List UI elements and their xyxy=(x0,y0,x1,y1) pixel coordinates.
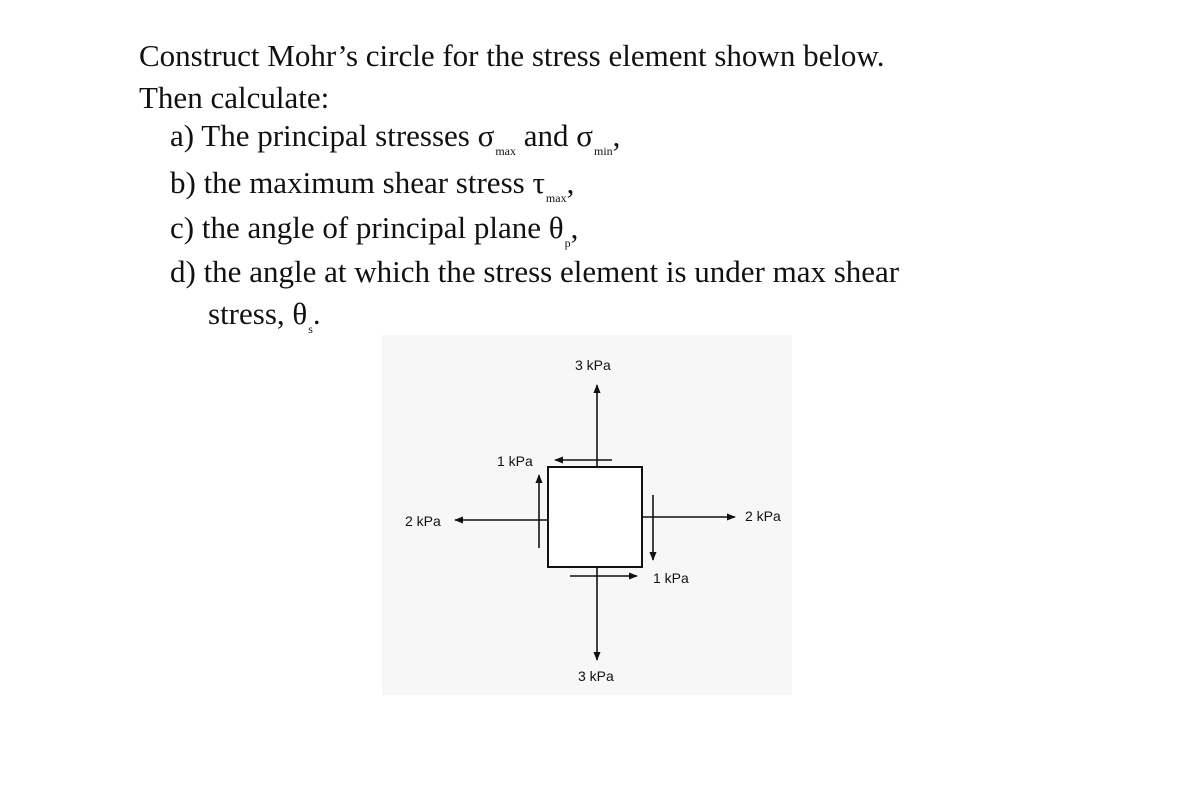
theta-s-subscript: s xyxy=(308,322,313,336)
stress-element-square xyxy=(548,467,642,567)
label-left-stress: 2 kPa xyxy=(405,513,441,529)
sigma-min-subscript: min xyxy=(593,144,613,158)
question-c-text: c) the angle of principal plane θ xyxy=(170,210,564,245)
question-a-text: a) The principal stresses σ xyxy=(170,118,495,153)
question-d-text: stress, θ xyxy=(208,296,308,331)
label-shear-top: 1 kPa xyxy=(497,453,533,469)
question-b-text: b) the maximum shear stress τ xyxy=(170,165,545,200)
sigma-max-subscript: max xyxy=(495,144,516,158)
tau-max-subscript: max xyxy=(545,191,567,205)
question-a-end: , xyxy=(612,118,621,153)
label-shear-bottom: 1 kPa xyxy=(653,570,689,586)
label-top-stress: 3 kPa xyxy=(575,357,611,373)
intro-line-1: Construct Mohr’s circle for the stress element shown below. xyxy=(139,38,885,73)
intro-line-2: Then calculate: xyxy=(139,80,330,115)
question-c-end: , xyxy=(570,210,579,245)
label-right-stress: 2 kPa xyxy=(745,508,781,524)
label-bottom-stress: 3 kPa xyxy=(578,668,614,684)
question-b-end: , xyxy=(566,165,575,200)
question-d-line-1: d) the angle at which the stress element is under max shear xyxy=(170,254,900,289)
theta-p-subscript: p xyxy=(564,236,571,250)
question-a-text-2: and σ xyxy=(516,118,593,153)
question-d-end: . xyxy=(312,296,321,331)
